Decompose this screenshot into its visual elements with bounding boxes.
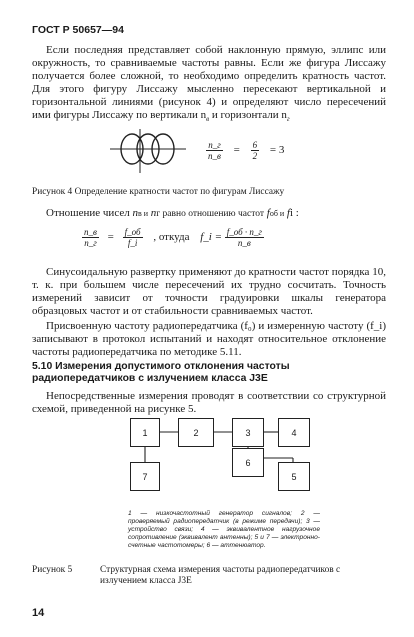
block-1-lf-generator: 1: [130, 418, 160, 447]
frequency-formula: $\frac{n\_в}{n\_г}$ = $\frac{f\_об}{f\_i}$ , откуда f_i = $\frac{f\_об \cdot n\_г}{n\_в}$: [84, 227, 262, 248]
fraction-numerator: n_г: [206, 140, 223, 151]
equals-sign: =: [233, 144, 240, 157]
ratio-text: г равно отношению частот: [156, 209, 264, 219]
formula-lhs: f_i =: [200, 231, 222, 244]
formula-result: = 3: [269, 144, 285, 157]
block-diagram: [128, 418, 314, 503]
subscript-g: г: [286, 115, 290, 124]
paragraph-assigned-frequency: Присвоенную частоту радиопередатчика (f₀) и измеренную частоту (f_i) записывают в протокол испытаний и находят относительное отклонение частоты радиопередатчика по методике 5.11.: [32, 320, 386, 359]
fraction-fob-fi: [123, 227, 143, 248]
block-3-coupling-device: 3: [232, 418, 264, 447]
figure-5-caption: Структурная схема измерения частоты радиопередатчиков с излучением класса J3E: [100, 565, 341, 586]
fraction-denominator: f_i: [127, 238, 138, 248]
paragraph-text: Если последняя представляет собой наклонную прямую, эллипс или окружность, то сравниваемые частоты равны. Если же фигура Лиссажу получается более сложной, то необходимо определить кратность частот. Для этого фигуру Лиссажу мысленно пересекают вертикальной и горизонтальной линиями (рисунок 4) и определяют число пересечений ими фигуры Лиссажу по вертикали n: [32, 44, 386, 122]
otkuda-text: , откуда: [153, 231, 190, 244]
block-7-frequency-counter: 7: [130, 462, 160, 491]
fraction-denominator: n_в: [208, 151, 221, 161]
fraction-denominator: n_г: [84, 238, 97, 248]
fraction-denominator: n_в: [237, 238, 251, 248]
lissajous-figure: [108, 127, 188, 175]
var-n: n: [132, 207, 138, 219]
ratio-text: i :: [289, 207, 299, 219]
page-number: 14: [32, 607, 45, 619]
lissajous-figure-svg: [108, 127, 188, 175]
block-4-dummy-antenna: 4: [278, 418, 310, 447]
figure-5-legend: 1 — низкочастотный генератор сигналов; 2 — проверяемый радиопередатчик (в режиме передачи); 3 — устройство связи; 4 — эквивалентное нагрузочное сопротивление (эквивалент антенны); 5 и 7 — электронно-счетные частотомеры; 6 — аттенюатор.: [128, 510, 320, 549]
section-5-10-title: 5.10 Измерения допустимого отклонения частоты радиопередатчиков с излучением класса J3E: [32, 361, 290, 385]
fraction-nv-ng: [82, 227, 99, 248]
var-f: f: [266, 207, 270, 219]
fraction-ng-nv: [206, 140, 223, 161]
ratio-text: Отношение чисел: [46, 207, 130, 219]
block-2-transmitter: 2: [178, 418, 214, 447]
ratio-text: в и: [137, 209, 149, 218]
fraction-numerator: 6: [252, 140, 258, 150]
fraction-numerator: n_в: [84, 227, 97, 237]
fraction-numerator: f_об: [124, 227, 141, 237]
document-header: ГОСТ Р 50657—94: [32, 24, 124, 36]
var-f: f: [286, 207, 290, 219]
lissajous-ratio-formula: [206, 140, 284, 161]
fraction-6-2: [251, 140, 260, 161]
paragraph-direct-measurement: Непосредственные измерения проводят в соответствии со структурной схемой, приведенной на рисунке 5.: [32, 390, 386, 416]
figure-4-caption: Рисунок 4 Определение кратности частот по фигурам Лиссажу: [32, 187, 285, 197]
block-6-attenuator: 6: [232, 448, 264, 477]
paragraph-sweep: Синусоидальную развертку применяют до кратности частот порядка 10, т. к. при большем числе пересечений их трудно сосчитать. Точность измерений зависит от точности градуировки шкалы генератора образцовых частот и от стабильности сравниваемых частот.: [32, 266, 386, 318]
figure-5-label: Рисунок 5: [32, 565, 73, 575]
paragraph-text-end: и горизонтали n: [209, 109, 287, 122]
subscript-v: в: [206, 115, 210, 124]
paragraph-lissajous-intro: [32, 44, 386, 127]
fraction-numerator: f_об · n_г: [226, 227, 262, 237]
ratio-sentence: [32, 207, 386, 221]
var-n: n: [150, 207, 157, 219]
block-5-frequency-counter: 5: [278, 462, 310, 491]
fraction-denominator: 2: [252, 151, 258, 161]
fraction-result: [225, 227, 264, 248]
ratio-text: об и: [269, 209, 285, 218]
